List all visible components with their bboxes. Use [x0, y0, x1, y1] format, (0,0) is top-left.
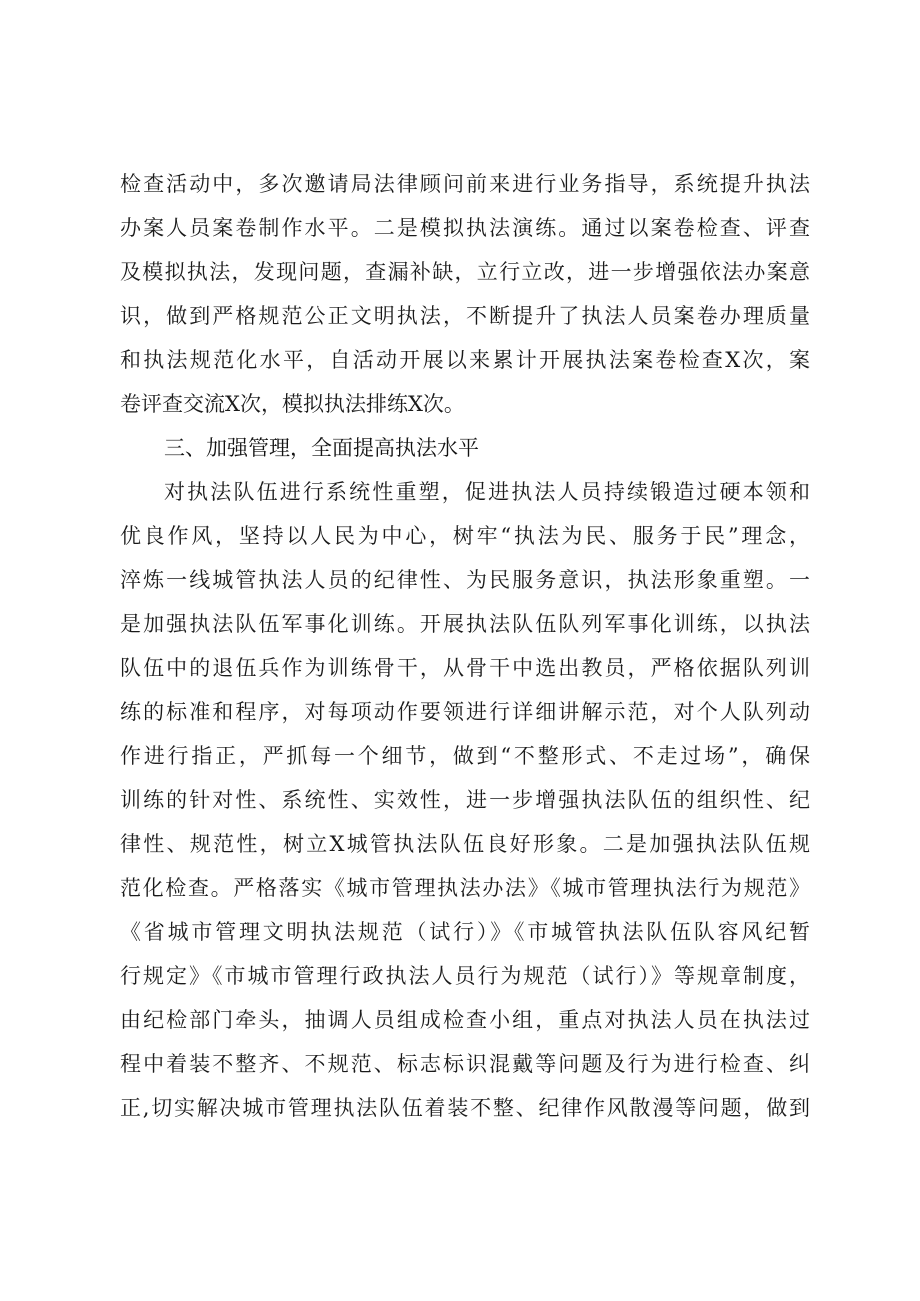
text-line: 正,切实解决城市管理执法队伍着装不整、纪律作风散漫等问题，做到	[120, 1096, 810, 1120]
text-line: 是加强执法队伍军事化训练。开展执法队伍队列军事化训练，以执法	[120, 612, 810, 636]
text-line: 和执法规范化水平，自活动开展以来累计开展执法案卷检查X次，案	[120, 348, 810, 372]
text-line: 优良作风，坚持以人民为中心，树牢“执法为民、服务于民”理念，	[120, 524, 810, 548]
text-line: 训练的针对性、系统性、实效性，进一步增强执法队伍的组织性、纪	[120, 788, 810, 812]
text-line: 由纪检部门牵头，抽调人员组成检查小组，重点对执法人员在执法过	[120, 1008, 810, 1032]
text-line: 检查活动中，多次邀请局法律顾问前来进行业务指导，系统提升执法	[120, 172, 810, 196]
section-heading: 三、加强管理，全面提高执法水平	[164, 436, 479, 460]
text-line: 作进行指正，严抓每一个细节，做到“不整形式、不走过场”，确保	[120, 744, 810, 768]
text-line: 程中着装不整齐、不规范、标志标识混戴等问题及行为进行检查、纠	[120, 1052, 810, 1076]
text-line: 律性、规范性，树立X城管执法队伍良好形象。二是加强执法队伍规	[120, 832, 810, 856]
text-line: 队伍中的退伍兵作为训练骨干，从骨干中选出教员，严格依据队列训	[120, 656, 810, 680]
text-line: 识，做到严格规范公正文明执法，不断提升了执法人员案卷办理质量	[120, 304, 810, 328]
text-line: 《省城市管理文明执法规范（试行）》《市城管执法队伍队容风纪暂	[120, 920, 810, 944]
text-line: 范化检查。严格落实《城市管理执法办法》《城市管理执法行为规范》	[120, 876, 810, 900]
text-line: 对执法队伍进行系统性重塑，促进执法人员持续锻造过硬本领和	[164, 480, 810, 504]
text-line: 及模拟执法，发现问题，查漏补缺，立行立改，进一步增强依法办案意	[120, 260, 810, 284]
text-line: 练的标准和程序，对每项动作要领进行详细讲解示范，对个人队列动	[120, 700, 810, 724]
text-line: 卷评查交流X次，模拟执法排练X次。	[120, 392, 465, 416]
text-line: 办案人员案卷制作水平。二是模拟执法演练。通过以案卷检查、评查	[120, 216, 810, 240]
text-line: 行规定》《市城市管理行政执法人员行为规范（试行）》等规章制度，	[120, 964, 810, 988]
text-line: 淬炼一线城管执法人员的纪律性、为民服务意识，执法形象重塑。一	[120, 568, 810, 592]
